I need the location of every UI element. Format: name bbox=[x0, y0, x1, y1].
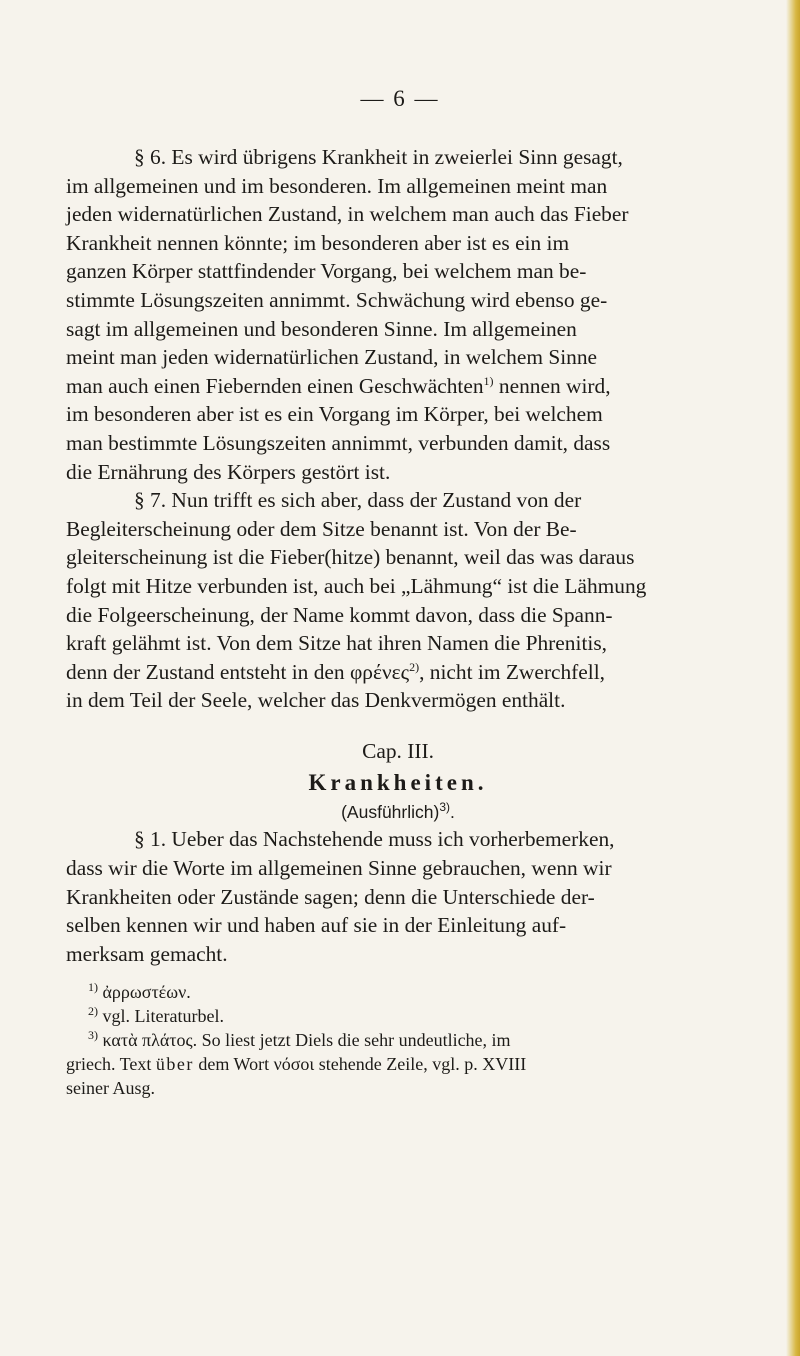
text-line: ganzen Körper stattfindender Vorgang, bei welchem man be- bbox=[66, 259, 587, 284]
footnote bbox=[66, 1028, 730, 1052]
chapter-label: Cap. III. bbox=[362, 738, 434, 763]
footnote-text: dem Wort bbox=[198, 1054, 270, 1075]
text-line: folgt mit Hitze verbunden ist, auch bei „Lähmung“ ist die Lähmung bbox=[66, 573, 647, 598]
footnote-number: 3) bbox=[88, 1028, 98, 1043]
text-line: in dem Teil der Seele, welcher das Denkvermögen enthält. bbox=[66, 688, 566, 713]
body-text bbox=[66, 143, 730, 1100]
footnote bbox=[66, 1004, 730, 1028]
text-line: § 6. Es wird übrigens Krankheit in zweierlei Sinn gesagt, bbox=[134, 145, 623, 169]
text-fragment: nennen wird, bbox=[498, 373, 611, 398]
page-number: — 6 — bbox=[360, 86, 440, 111]
text-line: Krankheit nennen könnte; im besonderen aber ist es ein im bbox=[66, 230, 570, 255]
text-line: kraft gelähmt ist. Von dem Sitze hat ihren Namen die Phrenitis, bbox=[66, 631, 607, 656]
footnote-mark: 2) bbox=[409, 659, 420, 674]
text-line: Begleiterscheinung oder dem Sitze benannt ist. Von der Be- bbox=[66, 516, 577, 541]
text-fragment: , nicht im Zwerchfell, bbox=[419, 659, 605, 684]
footnote-text: vgl. Literaturbel. bbox=[102, 1006, 224, 1027]
text-line: die Folgeerscheinung, der Name kommt davon, dass die Spann- bbox=[66, 602, 613, 627]
page-edge-gilding bbox=[786, 0, 800, 1356]
text-line: die Ernährung des Körpers gestört ist. bbox=[66, 459, 391, 484]
chapter-title: Krankheiten. bbox=[308, 770, 488, 796]
text-line: gleiterscheinung ist die Fieber(hitze) benannt, weil das was daraus bbox=[66, 545, 635, 570]
footnote bbox=[66, 980, 730, 1004]
text-line: dass wir die Worte im allgemeinen Sinne gebrauchen, wenn wir bbox=[66, 856, 612, 881]
section-7 bbox=[66, 486, 730, 715]
text-line: im besonderen aber ist es ein Vorgang im Körper, bei welchem bbox=[66, 402, 603, 427]
footnote-continuation: seiner Ausg. bbox=[66, 1078, 155, 1099]
chapter-subtitle bbox=[66, 799, 730, 825]
footnote-number: 2) bbox=[88, 1004, 98, 1019]
text-line: § 7. Nun trifft es sich aber, dass der Zustand von der bbox=[134, 488, 582, 513]
footnote-mark: 1) bbox=[483, 373, 494, 388]
text-line: § 1. Ueber das Nachstehende muss ich vorherbemerken, bbox=[134, 827, 615, 852]
text-fragment: denn der Zustand entsteht in den φρένες bbox=[66, 659, 410, 684]
footnote-text: ἀρρωστέων. bbox=[102, 982, 191, 1003]
footnotes bbox=[66, 980, 730, 1100]
text-line: Krankheiten oder Zustände sagen; denn die Unterschiede der- bbox=[66, 884, 595, 909]
text-line bbox=[66, 658, 730, 687]
text-line: jeden widernatürlichen Zustand, in welchem man auch das Fieber bbox=[66, 202, 629, 227]
text-line: stimmte Lösungszeiten annimmt. Schwächung wird ebenso ge- bbox=[66, 287, 608, 312]
footnote-number: 1) bbox=[88, 980, 98, 995]
text-fragment: man auch einen Fiebernden einen Geschwächten bbox=[66, 373, 484, 398]
footnote-text: griech. Text bbox=[66, 1054, 152, 1075]
footnote-text: κατὰ πλάτος. So liest jetzt Diels die sehr undeutliche, im bbox=[102, 1030, 511, 1051]
text-line: merksam gemacht. bbox=[66, 941, 228, 966]
section-1 bbox=[66, 825, 730, 968]
subtitle-text: (Ausführlich) bbox=[341, 802, 440, 823]
text-line: man bestimmte Lösungszeiten annimmt, verbunden damit, dass bbox=[66, 430, 611, 455]
footnote-greek: νόσοι bbox=[273, 1054, 315, 1075]
text-line: meint man jeden widernatürlichen Zustand, in welchem Sinne bbox=[66, 345, 598, 370]
text-line: im allgemeinen und im besonderen. Im allgemeinen meint man bbox=[66, 173, 608, 198]
text-line: sagt im allgemeinen und besonderen Sinne. Im allgemeinen bbox=[66, 316, 577, 341]
footnote-mark: 3) bbox=[439, 800, 451, 815]
subtitle-punct: . bbox=[450, 802, 455, 823]
footnote-continuation bbox=[66, 1052, 730, 1076]
footnote-text-spaced: über bbox=[155, 1054, 194, 1075]
footnote-text: stehende Zeile, vgl. p. XVIII bbox=[318, 1054, 527, 1075]
text-line bbox=[66, 372, 730, 401]
section-6 bbox=[66, 143, 730, 486]
text-line: selben kennen wir und haben auf sie in der Einleitung auf- bbox=[66, 913, 567, 938]
